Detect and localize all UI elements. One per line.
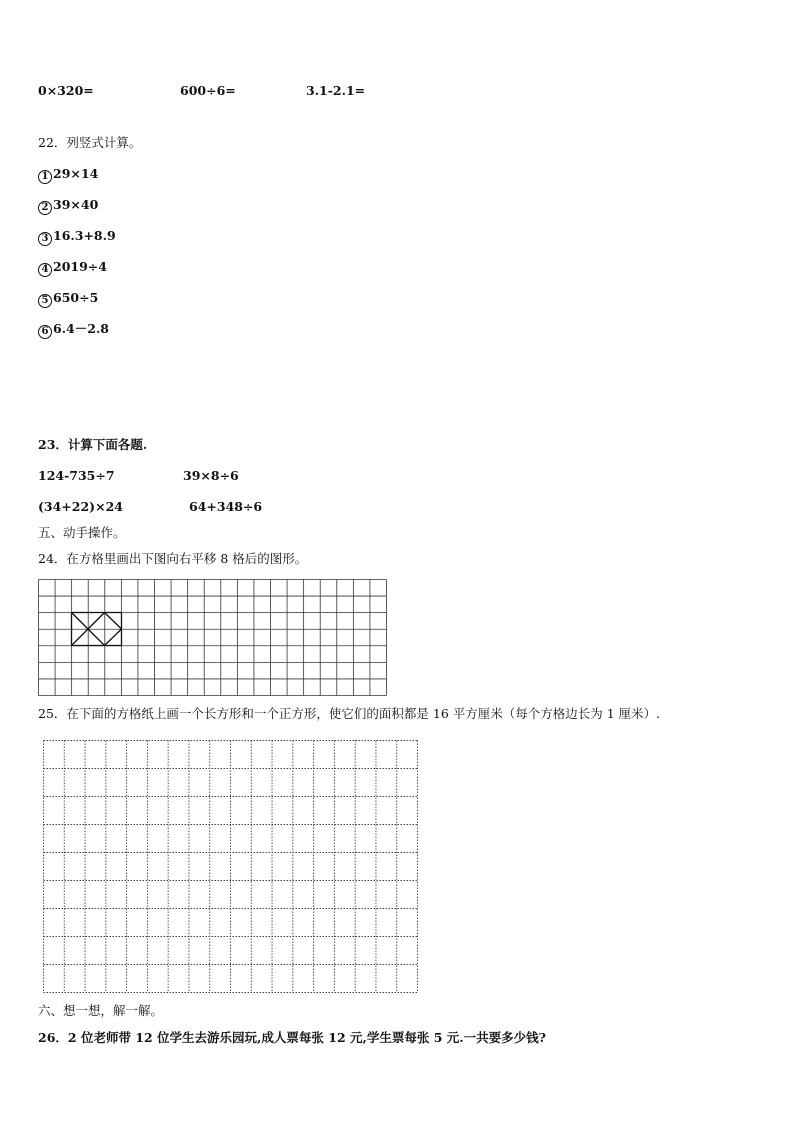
q22-item-4 xyxy=(38,260,107,277)
q22-item-expr: 16.3+8.9 xyxy=(53,228,116,243)
q24-square-grid[interactable] xyxy=(38,579,388,697)
q22-item-expr: 39×40 xyxy=(53,197,99,212)
circled-number: 6 xyxy=(38,325,52,339)
circled-number: 3 xyxy=(38,232,52,246)
q23-title: 23．计算下面各题. xyxy=(38,437,148,452)
q24-shape-line xyxy=(72,613,89,630)
circled-number: 1 xyxy=(38,170,52,184)
q26-title: 26．2 位老师带 12 位学生去游乐园玩,成人票每张 12 元,学生票每张 5 元.一共要多少钱? xyxy=(38,1030,546,1045)
q22-item-1 xyxy=(38,167,98,184)
q24-shape-line xyxy=(105,613,122,630)
section-5-heading: 五、动手操作。 xyxy=(38,525,126,540)
q24-shape-line xyxy=(105,629,122,646)
q22-item-expr: 6.4－2.8 xyxy=(53,321,109,336)
q24-title: 24．在方格里画出下图向右平移 8 格后的图形。 xyxy=(38,551,308,566)
q22-item-expr: 2019÷4 xyxy=(53,259,107,274)
q22-item-5 xyxy=(38,291,98,308)
q23-expr-3: (34+22)×24 xyxy=(38,499,123,514)
q22-title: 22．列竖式计算。 xyxy=(38,135,142,150)
q23-expr-1: 124-735÷7 xyxy=(38,468,115,483)
q24-shape-line xyxy=(88,613,105,630)
q22-item-expr: 650÷5 xyxy=(53,290,99,305)
calc-expr-3: 3.1-2.1= xyxy=(306,83,366,98)
q24-shape-line xyxy=(88,629,105,646)
q22-item-3 xyxy=(38,229,116,246)
q23-expr-4: 64+348÷6 xyxy=(189,499,263,514)
q24-shape-line xyxy=(72,629,89,646)
circled-number: 4 xyxy=(38,263,52,277)
calc-expr-2: 600÷6= xyxy=(180,83,236,98)
q22-item-expr: 29×14 xyxy=(53,166,99,181)
q25-dotted-grid[interactable] xyxy=(43,740,419,994)
circled-number: 2 xyxy=(38,201,52,215)
circled-number: 5 xyxy=(38,294,52,308)
q22-item-6 xyxy=(38,322,109,339)
section-6-heading: 六、想一想，解一解。 xyxy=(38,1003,164,1018)
q25-title: 25．在下面的方格纸上画一个长方形和一个正方形，使它们的面积都是 16 平方厘米（每个方格边长为 1 厘米）. xyxy=(38,706,661,721)
q22-item-2 xyxy=(38,198,98,215)
q23-expr-2: 39×8÷6 xyxy=(183,468,239,483)
calc-expr-1: 0×320= xyxy=(38,83,94,98)
